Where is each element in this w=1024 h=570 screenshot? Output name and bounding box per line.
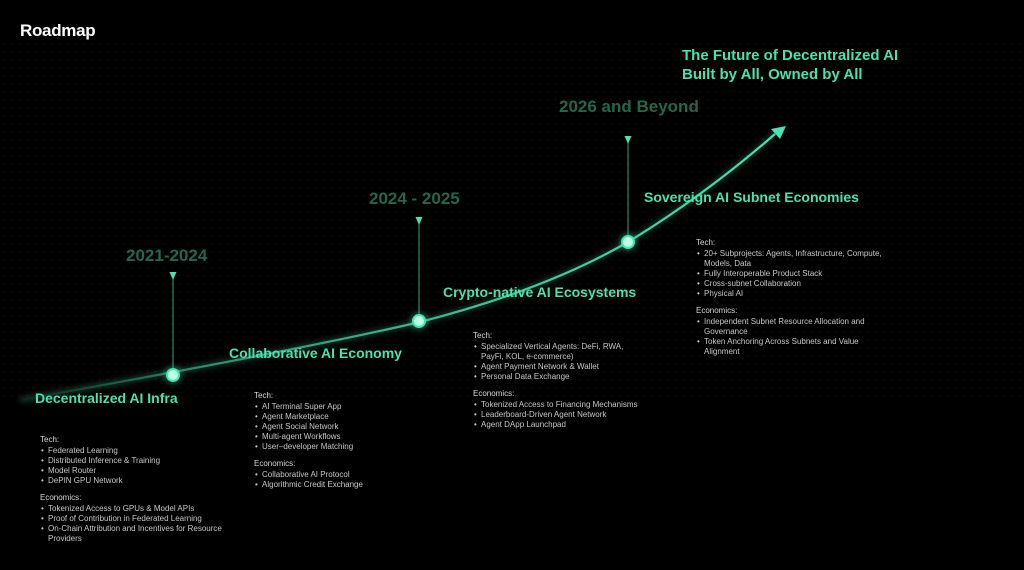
- tech-list: [40, 446, 240, 486]
- list-item: • Personal Data Exchange: [473, 372, 643, 382]
- future-vision-title: [682, 46, 898, 84]
- tech-list: [696, 249, 886, 299]
- list-item: • AI Terminal Super App: [254, 402, 414, 412]
- list-item: • Multi-agent Workflows: [254, 432, 414, 442]
- milestone-year: 2026 and Beyond: [559, 97, 699, 116]
- milestone-year: 2021-2024: [126, 246, 208, 265]
- economics-list: [254, 470, 414, 490]
- list-item: • Tokenized Access to GPUs & Model APIs: [40, 504, 240, 514]
- list-item: • Agent Payment Network & Wallet: [473, 362, 643, 372]
- tech-list: [473, 342, 643, 382]
- milestone-node: [167, 369, 179, 381]
- page-title: Roadmap: [20, 21, 96, 40]
- milestone-year: 2024 - 2025: [369, 189, 460, 208]
- list-item: • Model Router: [40, 466, 240, 476]
- list-item: • Independent Subnet Resource Allocation and Governance: [696, 317, 886, 337]
- economics-list: [473, 400, 643, 430]
- list-item: • Leaderboard-Driven Agent Network: [473, 410, 643, 420]
- list-item: • Distributed Inference & Training: [40, 456, 240, 466]
- list-item: • Physical AI: [696, 289, 886, 299]
- milestone-title: Crypto-native AI Ecosystems: [443, 284, 637, 300]
- milestone-details: [40, 435, 240, 544]
- tech-list: [254, 402, 414, 452]
- milestone-details: [254, 391, 414, 490]
- economics-list: [40, 504, 240, 544]
- details-header: Tech:: [696, 238, 716, 247]
- list-item: • Agent DApp Launchpad: [473, 420, 643, 430]
- list-item: • Proof of Contribution in Federated Learning: [40, 514, 240, 524]
- milestone-details: [473, 331, 643, 430]
- list-item: • Fully Interoperable Product Stack: [696, 269, 886, 279]
- details-header: Economics:: [696, 306, 738, 315]
- list-item: • Agent Marketplace: [254, 412, 414, 422]
- details-header: Tech:: [40, 435, 60, 444]
- list-item: • 20+ Subprojects: Agents, Infrastructure, Compute, Models, Data: [696, 249, 886, 269]
- details-header: Economics:: [473, 389, 515, 398]
- list-item: • Tokenized Access to Financing Mechanisms: [473, 400, 643, 410]
- milestone-node: [622, 236, 634, 248]
- list-item: • Agent Social Network: [254, 422, 414, 432]
- details-header: Economics:: [40, 493, 82, 502]
- list-item: • Token Anchoring Across Subnets and Value Alignment: [696, 337, 886, 357]
- list-item: • Cross-subnet Collaboration: [696, 279, 886, 289]
- milestone-title: Collaborative AI Economy: [229, 345, 402, 361]
- list-item: • DePIN GPU Network: [40, 476, 240, 486]
- economics-list: [696, 317, 886, 357]
- list-item: • Algorithmic Credit Exchange: [254, 480, 414, 490]
- milestone-title: Decentralized AI Infra: [35, 390, 178, 406]
- future-title-line: The Future of Decentralized AI: [682, 47, 899, 64]
- future-title-line: Built by All, Owned by All: [682, 66, 863, 83]
- details-header: Economics:: [254, 459, 296, 468]
- details-header: Tech:: [254, 391, 274, 400]
- milestone-title: Sovereign AI Subnet Economies: [644, 189, 859, 205]
- list-item: • Specialized Vertical Agents: DeFi, RWA, PayFi, KOL, e-commerce): [473, 342, 643, 362]
- milestone-node: [413, 315, 425, 327]
- list-item: • On-Chain Attribution and Incentives for Resource Providers: [40, 524, 240, 544]
- details-header: Tech:: [473, 331, 493, 340]
- list-item: • Federated Learning: [40, 446, 240, 456]
- list-item: • Collaborative AI Protocol: [254, 470, 414, 480]
- milestone-details: [696, 238, 886, 357]
- list-item: • User–developer Matching: [254, 442, 414, 452]
